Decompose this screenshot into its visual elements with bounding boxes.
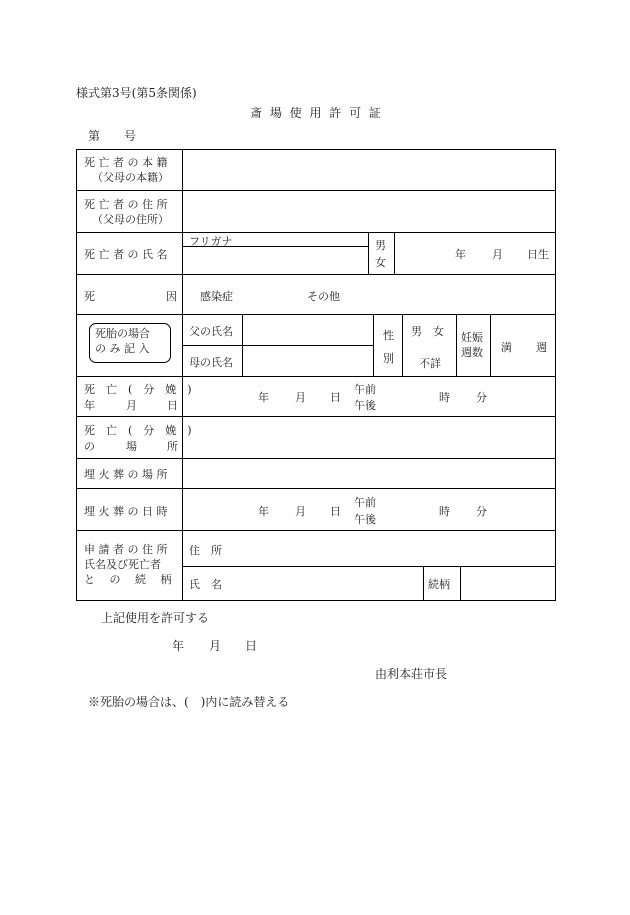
burial-pm: 午後 — [354, 513, 376, 526]
row-divider — [77, 530, 555, 531]
label-death-datetime-2b: 月 — [126, 399, 137, 412]
father-name-label: 父の氏名 — [189, 325, 233, 338]
label-death-datetime-1: 死 亡 ( 分 娩 ) — [84, 383, 192, 396]
form-number: 様式第3号(第5条関係) — [76, 86, 197, 100]
row-divider — [77, 232, 555, 233]
cell-divider — [423, 566, 424, 600]
row-divider — [77, 314, 555, 315]
number-prefix: 第 — [88, 129, 101, 143]
row-divider — [77, 458, 555, 459]
death-year: 年 — [258, 391, 269, 404]
birth-month: 月 — [492, 248, 503, 261]
row-divider — [77, 416, 555, 417]
burial-month: 月 — [295, 505, 306, 518]
death-month: 月 — [295, 391, 306, 404]
issuer: 由利本荘市長 — [375, 667, 448, 681]
label-applicant: 申 請 者 の 住 所 氏名及び死亡者 と の 続 柄 — [84, 543, 172, 586]
cause-other: その他 — [307, 290, 340, 303]
parent-name-divider — [183, 345, 373, 346]
row-divider — [77, 190, 555, 191]
footnote: ※死胎の場合は、( )内に読み替える — [88, 695, 290, 709]
burial-hour: 時 — [439, 505, 450, 518]
row-divider — [77, 376, 555, 377]
stillbirth-sex-unknown: 不詳 — [419, 357, 441, 370]
number-suffix: 号 — [124, 129, 137, 143]
label-death-place-2c: 所 — [167, 440, 178, 453]
burial-day: 日 — [330, 505, 341, 518]
birth-year: 年 — [455, 248, 466, 261]
death-am: 午前 — [354, 383, 376, 396]
cell-divider — [242, 314, 243, 376]
issue-month: 月 — [209, 639, 222, 653]
row-divider — [77, 274, 555, 275]
burial-minute: 分 — [476, 505, 487, 518]
gestation-label: 妊娠 週数 — [461, 331, 483, 359]
death-pm: 午後 — [354, 399, 376, 412]
issue-year: 年 — [172, 639, 185, 653]
label-deceased-name: 死 亡 者 の 氏 名 — [84, 248, 168, 261]
label-stillbirth: 死胎の場合 の み 記 入 — [95, 327, 150, 355]
cell-divider — [402, 314, 403, 376]
label-death-datetime-2a: 年 — [84, 399, 95, 412]
stillbirth-sex-options: 男 女 — [411, 325, 444, 338]
label-death-place-2b: 場 — [126, 440, 137, 453]
death-hour: 時 — [439, 391, 450, 404]
label-column-divider — [182, 150, 183, 600]
label-domicile: 死 亡 者 の 本 籍 （父母の本籍） — [84, 156, 169, 184]
mother-name-label: 母の氏名 — [189, 356, 233, 369]
cell-divider — [373, 314, 374, 376]
label-death-place-2a: の — [84, 440, 95, 453]
gestation-full: 満 — [501, 341, 512, 354]
cell-divider — [368, 232, 369, 274]
permit-statement: 上記使用を許可する — [101, 611, 210, 625]
label-cause-2: 因 — [166, 290, 177, 303]
label-cause-1: 死 — [84, 290, 95, 303]
label-burial-place: 埋 火 葬 の 場 所 — [84, 468, 168, 481]
label-death-place-1: 死 亡 ( 分 娩 ) — [84, 424, 192, 437]
furigana-label: フリガナ — [189, 235, 233, 248]
row-divider — [77, 488, 555, 489]
issue-day: 日 — [245, 639, 258, 653]
sex-label-1: 性 — [383, 329, 394, 342]
burial-year: 年 — [258, 505, 269, 518]
sex-label-2: 別 — [383, 352, 394, 365]
cell-divider — [456, 314, 457, 376]
sex-male: 男 — [375, 239, 386, 252]
label-address: 死 亡 者 の 住 所 （父母の住所） — [84, 198, 169, 226]
birth-day: 日生 — [527, 248, 549, 261]
death-day: 日 — [330, 391, 341, 404]
label-burial-datetime: 埋 火 葬 の 日 時 — [84, 505, 168, 518]
burial-am: 午前 — [354, 496, 376, 509]
cause-infectious: 感染症 — [200, 290, 233, 303]
applicant-name-label: 氏 名 — [189, 578, 222, 591]
sex-female: 女 — [375, 256, 386, 269]
cell-divider — [460, 566, 461, 600]
cell-divider — [394, 232, 395, 274]
label-death-datetime-2c: 日 — [167, 399, 178, 412]
applicant-relation-label: 続柄 — [428, 578, 450, 591]
cell-divider — [490, 314, 491, 376]
document-title: 斎 場 使 用 許 可 証 — [250, 106, 383, 120]
death-minute: 分 — [476, 391, 487, 404]
gestation-weeks: 週 — [536, 341, 547, 354]
applicant-address-label: 住 所 — [189, 544, 222, 557]
applicant-divider — [183, 566, 555, 567]
